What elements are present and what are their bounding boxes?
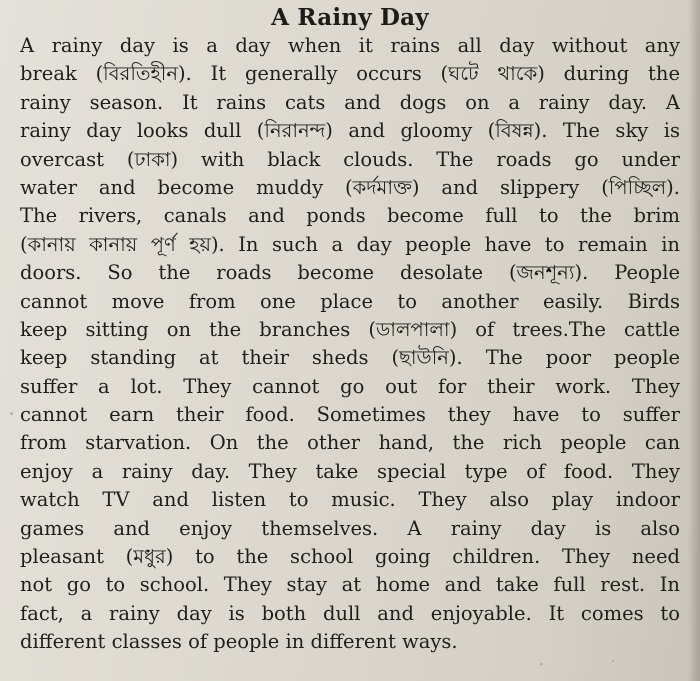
paragraph-line: keep standing at their sheds (ছাউনি). The poor people — [20, 346, 680, 370]
paragraph-line: (কানায় কানায় পূর্ণ হয়). In such a day people have to remain in — [20, 232, 680, 256]
paragraph-line: break (বিরতিহীন). It generally occurs (ঘটে থাকে) during the — [20, 62, 680, 86]
paragraph-line: keep sitting on the branches (ডালপালা) of trees.The cattle — [20, 317, 680, 341]
paragraph-line: cannot move from one place to another easily. Birds — [20, 289, 680, 313]
page-edge-shadow — [688, 0, 700, 681]
paragraph-line: games and enjoy themselves. A rainy day is also — [20, 516, 680, 540]
paragraph-line: from starvation. On the other hand, the rich people can — [20, 431, 680, 455]
paragraph-line: The rivers, canals and ponds become full to the brim — [20, 204, 680, 228]
paragraph-line: rainy day looks dull (নিরানন্দ) and gloomy (বিষন্ন). The sky is — [20, 119, 680, 143]
paper-speck — [612, 660, 614, 662]
paragraph-line: cannot earn their food. Sometimes they have to suffer — [20, 403, 680, 427]
paragraph-line: pleasant (মধুর) to the school going children. They need — [20, 545, 680, 569]
paragraph-line: watch TV and listen to music. They also play indoor — [20, 488, 680, 512]
paragraph-line: enjoy a rainy day. They take special type of food. They — [20, 459, 680, 483]
paragraph-line: different classes of people in different ways. — [20, 630, 458, 654]
paragraph-line: A rainy day is a day when it rains all day without any — [20, 34, 680, 57]
paragraph-line: not go to school. They stay at home and take full rest. In — [20, 573, 680, 597]
paragraph-line: doors. So the roads become desolate (জনশূন্য). People — [20, 261, 680, 285]
paper-speck — [540, 663, 543, 665]
page-title: A Rainy Day — [271, 4, 429, 31]
paragraph-text — [20, 32, 680, 657]
paragraph-line: overcast (ঢাকা) with black clouds. The roads go under — [20, 147, 680, 171]
paragraph-line: water and become muddy (কর্দমাক্ত) and slippery (পিচ্ছিল). — [20, 175, 680, 199]
paragraph-line: suffer a lot. They cannot go out for their work. They — [20, 374, 680, 398]
paragraph-line: fact, a rainy day is both dull and enjoyable. It comes to — [20, 601, 680, 625]
paragraph-line: rainy season. It rains cats and dogs on a rainy day. A — [20, 90, 680, 114]
paper-speck — [10, 412, 13, 415]
